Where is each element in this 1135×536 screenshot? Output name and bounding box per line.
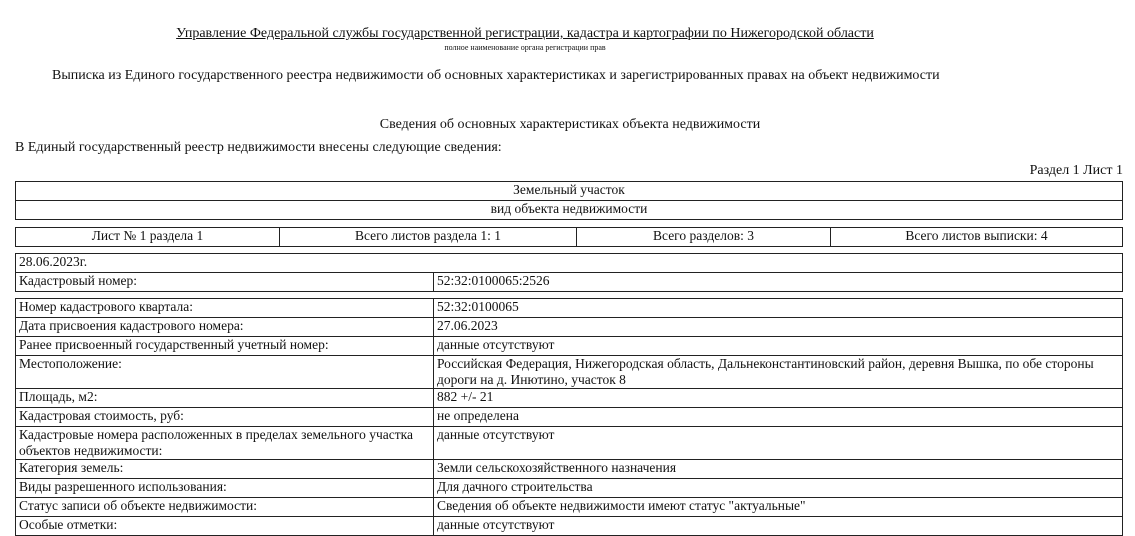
table-row [16, 356, 1123, 389]
intro-text: В Единый государственный реестр недвижимости внесены следующие сведения: [15, 140, 502, 155]
section-sheets-total: Всего листов раздела 1: 1 [280, 228, 577, 247]
extract-sheets-total: Всего листов выписки: 4 [831, 228, 1123, 247]
sections-total: Всего разделов: 3 [577, 228, 831, 247]
row-value: Земли сельскохозяйственного назначения [434, 460, 1123, 479]
sheet-number: Лист № 1 раздела 1 [16, 228, 280, 247]
row-label: Номер кадастрового квартала: [16, 299, 434, 318]
table-row [16, 408, 1123, 427]
object-type-caption: вид объекта недвижимости [16, 201, 1123, 220]
row-label: Виды разрешенного использования: [16, 479, 434, 498]
date-table [15, 253, 1123, 292]
table-row [16, 318, 1123, 337]
row-value: Для дачного строительства [434, 479, 1123, 498]
row-value: 882 +/- 21 [434, 389, 1123, 408]
row-label: Статус записи об объекте недвижимости: [16, 498, 434, 517]
row-value: данные отсутствуют [434, 337, 1123, 356]
registration-authority: Управление Федеральной службы государственной регистрации, кадастра и картографии по Нижегородской области [176, 26, 874, 41]
document-title: Выписка из Единого государственного реестра недвижимости об основных характеристиках и зарегистрированных правах на объект недвижимости [52, 68, 940, 83]
row-label: Особые отметки: [16, 517, 434, 536]
row-label: Площадь, м2: [16, 389, 434, 408]
row-label: Ранее присвоенный государственный учетный номер: [16, 337, 434, 356]
table-row [16, 427, 1123, 460]
extract-date: 28.06.2023г. [16, 254, 1123, 273]
row-value: 52:32:0100065 [434, 299, 1123, 318]
row-label: Местоположение: [16, 356, 434, 389]
row-label: Дата присвоения кадастрового номера: [16, 318, 434, 337]
document-subtitle: Сведения об основных характеристиках объекта недвижимости [379, 117, 761, 132]
table-row [16, 389, 1123, 408]
row-value: данные отсутствуют [434, 427, 1123, 460]
row-value: 27.06.2023 [434, 318, 1123, 337]
table-row [16, 498, 1123, 517]
row-label: Категория земель: [16, 460, 434, 479]
section-label: Раздел 1 Лист 1 [1029, 163, 1123, 178]
object-type: Земельный участок [16, 182, 1123, 201]
characteristics-table [15, 298, 1123, 536]
object-type-table [15, 181, 1123, 220]
table-row [16, 479, 1123, 498]
authority-caption: полное наименование органа регистрации прав [444, 43, 606, 52]
table-row [16, 460, 1123, 479]
row-label: Кадастровые номера расположенных в пределах земельного участка объектов недвижимости: [16, 427, 434, 460]
sheet-info-table [15, 227, 1123, 247]
row-value: Российская Федерация, Нижегородская область, Дальнеконстантиновский район, деревня Вышка, по обе стороны дороги на д. Инютино, участок 8 [434, 356, 1123, 389]
row-value: данные отсутствуют [434, 517, 1123, 536]
cadastral-number-label: Кадастровый номер: [16, 273, 434, 292]
cadastral-number-value: 52:32:0100065:2526 [434, 273, 1123, 292]
row-value: не определена [434, 408, 1123, 427]
table-row [16, 337, 1123, 356]
table-row [16, 517, 1123, 536]
row-value: Сведения об объекте недвижимости имеют статус "актуальные" [434, 498, 1123, 517]
table-row [16, 299, 1123, 318]
row-label: Кадастровая стоимость, руб: [16, 408, 434, 427]
